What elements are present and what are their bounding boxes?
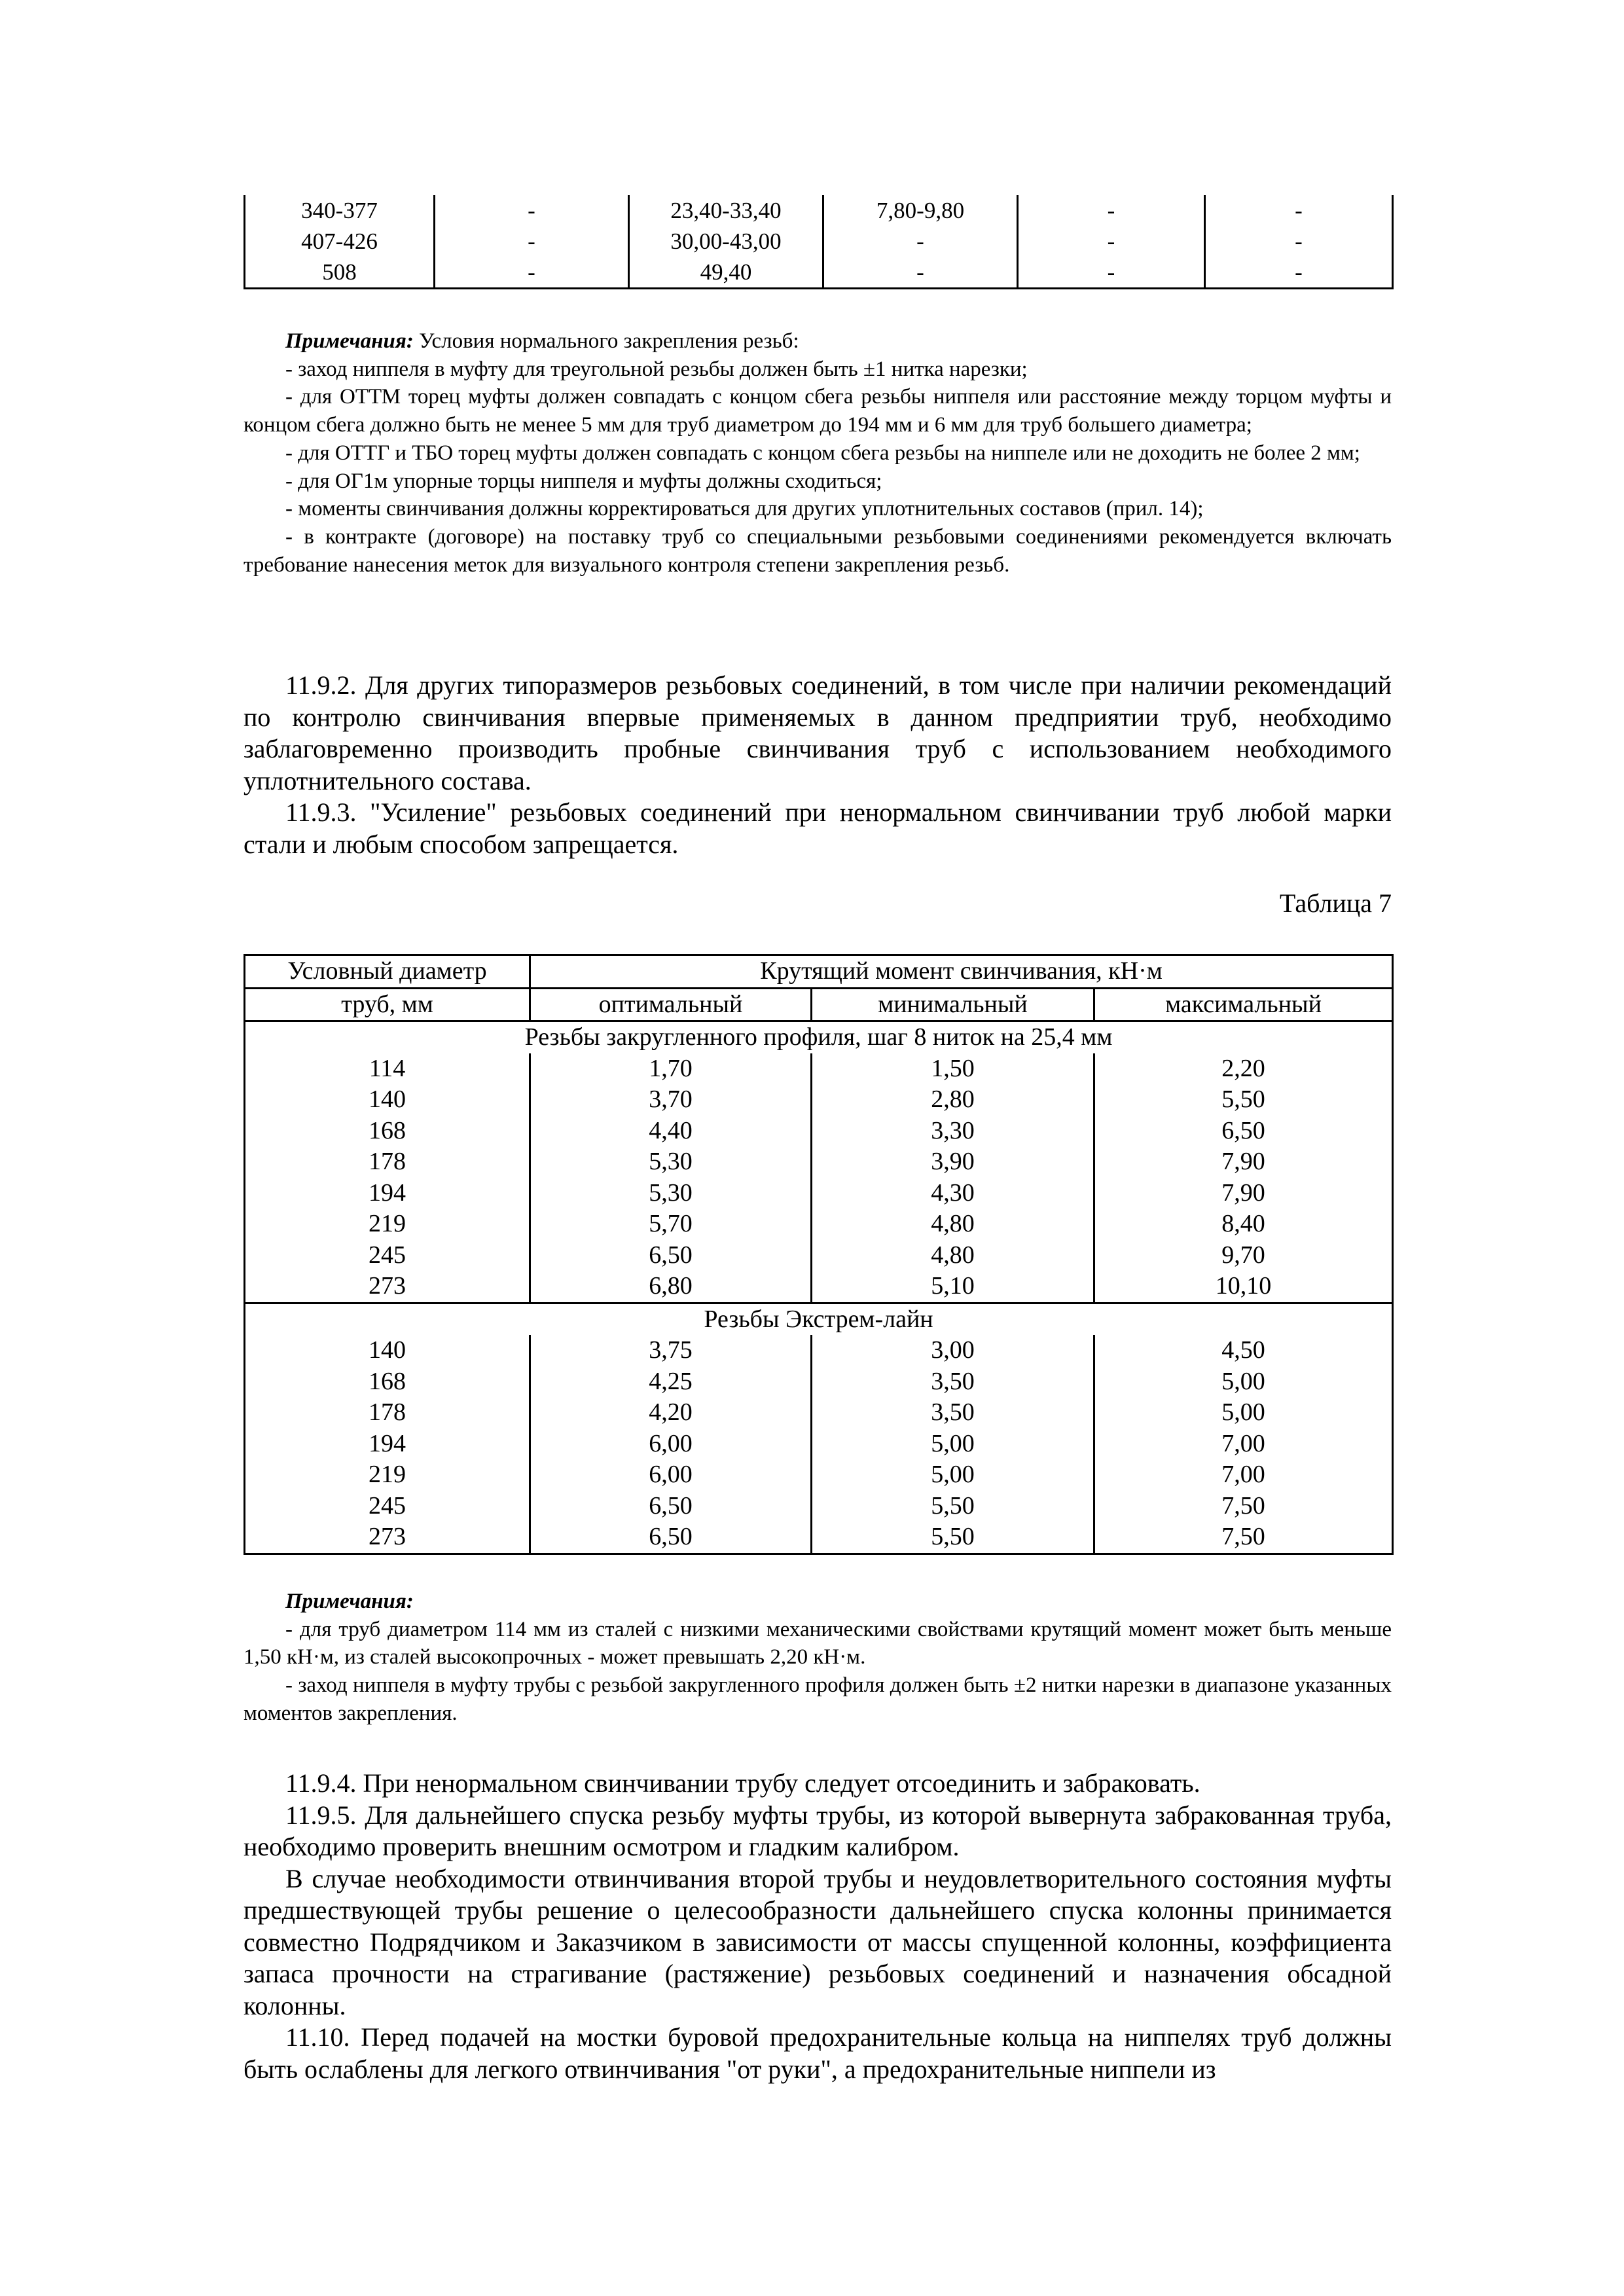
table-cell: - — [435, 195, 629, 226]
table-row — [245, 1240, 1393, 1271]
table-row — [245, 1178, 1393, 1209]
table-section-row — [245, 1021, 1393, 1053]
note-item: - в контракте (договоре) на поставку труб со специальными резьбовыми соединениями рекомендуется включать требование нанесения меток для визуального контроля степени закрепления резьб. — [244, 524, 1392, 577]
table-row — [245, 1366, 1393, 1398]
table-cell: 7,50 — [1221, 1523, 1265, 1550]
note-item: - для ОТТМ торец муфты должен совпадать с концом сбега резьбы ниппеля или расстояние между торцом муфты и концом сбега должно быть не менее 5 мм для труб диаметром до 194 мм и 6 мм для труб большего диаметра; — [244, 385, 1392, 437]
table-7-header-group: Крутящий момент свинчивания, кН·м — [530, 955, 1393, 989]
table-section-title: Резьбы Экстрем-лайн — [245, 1303, 1393, 1335]
table-cell: 1,50 — [812, 1053, 1094, 1085]
table-cell: 114 — [245, 1053, 530, 1085]
table-row — [245, 1522, 1393, 1554]
note-item: - для труб диаметром 114 мм из сталей с низкими механическими свойствами крутящий момент может быть меньше 1,50 кН·м, из сталей высокопрочных - может превышать 2,20 кН·м. — [244, 1617, 1392, 1669]
table-cell: 2,20 — [1221, 1054, 1265, 1082]
table-cell: 5,50 — [1221, 1085, 1265, 1113]
table-section-row — [245, 1303, 1393, 1335]
notes-1-title: Примечания: — [285, 329, 414, 353]
table-cell: 6,00 — [530, 1459, 812, 1491]
table-cell: 194 — [245, 1178, 530, 1209]
table-cell: 4,30 — [812, 1178, 1094, 1209]
table-cell: - — [1018, 195, 1205, 226]
table-cell: 140 — [245, 1335, 530, 1366]
table-cell: 8,40 — [1221, 1210, 1265, 1237]
table-section-title: Резьбы закругленного профиля, шаг 8 ниток на 25,4 мм — [245, 1021, 1393, 1053]
note-item: - моменты свинчивания должны корректироваться для других уплотнительных составов (прил. 14); — [285, 497, 1204, 521]
table-cell: 140 — [245, 1084, 530, 1116]
table-cell: 5,50 — [812, 1491, 1094, 1522]
table-row — [245, 1146, 1393, 1178]
notes-2-title: Примечания: — [285, 1590, 414, 1613]
table-cell: 508 — [245, 257, 435, 289]
paragraph: 11.10. Перед подачей на мостки буровой предохранительные кольца на ниппелях труб должны быть ослаблены для легкого отвинчивания "от руки", а предохранительные ниппели из — [244, 2022, 1392, 2084]
table-cell: 7,90 — [1221, 1148, 1265, 1175]
table-cell: 3,00 — [812, 1335, 1094, 1366]
table-cell: 219 — [245, 1459, 530, 1491]
table-cell: 6,50 — [530, 1240, 812, 1271]
table-cell: 4,20 — [530, 1397, 812, 1429]
paragraph: 11.9.5. Для дальнейшего спуска резьбу муфты трубы, из которой вывернута забракованная труба, необходимо проверить внешним осмотром и гладким калибром. — [244, 1800, 1392, 1861]
table-cell: 4,50 — [1221, 1336, 1265, 1364]
notes-block-2 — [244, 1588, 1392, 1728]
table-7-header-maximal: максимальный — [1094, 988, 1393, 1021]
paragraph: 11.9.2. Для других типоразмеров резьбовых соединений, в том числе при наличии рекомендаций по контролю свинчивания впервые применяемых в данном предприятии труб, необходимо заблаговременно производить пробные свинчивания труб с использованием необходимого уплотнительного состава. — [244, 670, 1392, 795]
table-cell: 7,00 — [1221, 1429, 1265, 1457]
table-cell: 9,70 — [1221, 1241, 1265, 1269]
paragraph: 11.9.3. "Усиление" резьбовых соединений при ненормальном свинчивании труб любой марки стали и любым способом запрещается. — [244, 797, 1392, 859]
table-cell: 168 — [245, 1116, 530, 1147]
table-cell: - — [1018, 226, 1205, 257]
table-cell: 6,50 — [530, 1491, 812, 1522]
table-cell: - — [1205, 257, 1393, 289]
table-cell: 10,10 — [1215, 1272, 1272, 1300]
table-cell: - — [1205, 195, 1393, 226]
notes-1-intro: Условия нормального закрепления резьб: — [413, 329, 799, 353]
table-cell: 2,80 — [812, 1084, 1094, 1116]
table-7-caption: Таблица 7 — [1279, 888, 1392, 918]
table-cell: 5,50 — [812, 1522, 1094, 1554]
table-row — [245, 226, 1393, 257]
table-cell: - — [823, 257, 1018, 289]
table-cell: 407-426 — [245, 226, 435, 257]
table-cell: 245 — [245, 1491, 530, 1522]
table-cell: 49,40 — [629, 257, 823, 289]
table-row — [245, 1335, 1393, 1366]
table-cell: 3,50 — [812, 1397, 1094, 1429]
table-cell: 30,00-43,00 — [629, 226, 823, 257]
table-cell: 178 — [245, 1146, 530, 1178]
table-7-header-diameter-2: труб, мм — [245, 988, 530, 1021]
table-row — [245, 1053, 1393, 1085]
table-cell: 5,30 — [530, 1178, 812, 1209]
table-cell: 6,50 — [530, 1522, 812, 1554]
table-row — [245, 1459, 1393, 1491]
table-7-header-minimal: минимальный — [812, 988, 1094, 1021]
table-cell: 7,80-9,80 — [823, 195, 1018, 226]
table-row — [245, 1116, 1393, 1147]
table-row — [245, 1209, 1393, 1240]
note-item: - заход ниппеля в муфту трубы с резьбой закругленного профиля должен быть ±2 нитки нарезки в диапазоне указанных моментов закрепления. — [244, 1673, 1392, 1725]
table-row — [245, 1491, 1393, 1522]
table-cell: 7,00 — [1221, 1461, 1265, 1488]
note-item: - для ОГ1м упорные торцы ниппеля и муфты должны сходиться; — [285, 469, 882, 493]
notes-2-heading — [244, 1588, 1392, 1616]
table-cell: 194 — [245, 1429, 530, 1460]
table-cell: - — [823, 226, 1018, 257]
table-row — [245, 1397, 1393, 1429]
table-cell: 5,10 — [812, 1271, 1094, 1303]
table-cell: 4,80 — [812, 1240, 1094, 1271]
table-cell: 273 — [245, 1271, 530, 1303]
table-row — [245, 1271, 1393, 1303]
table-cell: - — [1205, 226, 1393, 257]
body-text-2 — [244, 1768, 1392, 2085]
table-cell: 4,80 — [812, 1209, 1094, 1240]
paragraph: 11.9.4. При ненормальном свинчивании трубу следует отсоединить и забраковать. — [285, 1768, 1200, 1798]
notes-block-1 — [244, 327, 1392, 579]
table-cell: 3,90 — [812, 1146, 1094, 1178]
table-7-header-optimal: оптимальный — [530, 988, 812, 1021]
table-cell: 178 — [245, 1397, 530, 1429]
table-cell: 245 — [245, 1240, 530, 1271]
table-7 — [244, 954, 1394, 1555]
table-cell: 7,50 — [1221, 1491, 1265, 1520]
body-text-1 — [244, 670, 1392, 860]
table-row — [245, 195, 1393, 226]
table-cell: 5,00 — [812, 1429, 1094, 1460]
table-7-header-diameter-1: Условный диаметр — [245, 955, 530, 989]
table-cell: 6,00 — [530, 1429, 812, 1460]
paragraph: В случае необходимости отвинчивания второй трубы и неудовлетворительного состояния муфты предшествующей трубы решение о целесообразности дальнейшего спуска колонны принимается совместно Подрядчиком и Заказчиком в зависимости от массы спущенной колонны, коэффициента запаса прочности на страгивание (растяжение) резьбовых соединений и назначения обсадной колонны. — [244, 1863, 1392, 2020]
table-cell: - — [435, 257, 629, 289]
table-cell: 1,70 — [530, 1053, 812, 1085]
table-cell: 6,80 — [530, 1271, 812, 1303]
table-cell: 3,50 — [812, 1366, 1094, 1398]
table-row — [245, 1084, 1393, 1116]
table-cell: 219 — [245, 1209, 530, 1240]
table-cell: 5,00 — [1221, 1398, 1265, 1426]
table-cell: 168 — [245, 1366, 530, 1398]
note-item: - для ОТТГ и ТБО торец муфты должен совпадать с концом сбега резьбы на ниппеле или не доходить не более 2 мм; — [285, 441, 1360, 465]
table-cell: 3,30 — [812, 1116, 1094, 1147]
continued-table — [244, 195, 1394, 289]
table-cell: - — [435, 226, 629, 257]
table-cell: - — [1018, 257, 1205, 289]
notes-1-heading — [244, 327, 1392, 355]
table-cell: 4,40 — [530, 1116, 812, 1147]
table-cell: 3,70 — [530, 1084, 812, 1116]
table-cell: 4,25 — [530, 1366, 812, 1398]
table-cell: 5,00 — [1221, 1367, 1265, 1395]
table-cell: 6,50 — [1221, 1116, 1265, 1144]
table-cell: 340-377 — [245, 195, 435, 226]
table-cell: 3,75 — [530, 1335, 812, 1366]
table-cell: 5,70 — [530, 1209, 812, 1240]
table-cell: 273 — [245, 1522, 530, 1554]
table-cell: 23,40-33,40 — [629, 195, 823, 226]
table-cell: 5,00 — [812, 1459, 1094, 1491]
table-cell: 5,30 — [530, 1146, 812, 1178]
table-row — [245, 1429, 1393, 1460]
table-cell: 7,90 — [1221, 1178, 1265, 1207]
table-row — [245, 257, 1393, 289]
note-item: - заход ниппеля в муфту для треугольной резьбы должен быть ±1 нитка нарезки; — [285, 357, 1028, 381]
